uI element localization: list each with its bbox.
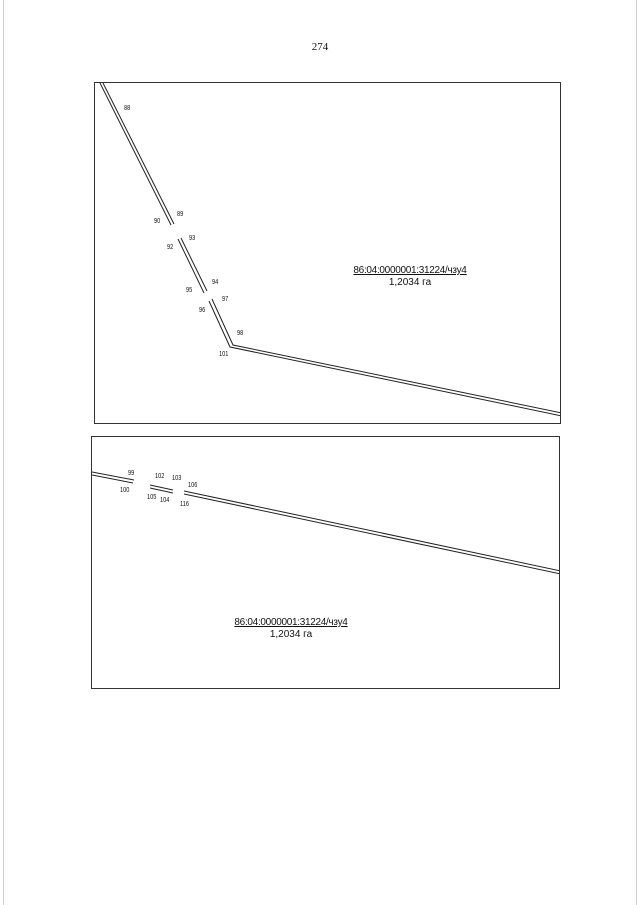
point-label: 88 [124, 105, 131, 112]
point-label: 102 [155, 473, 165, 480]
page-edge-right [636, 0, 637, 905]
map-frame-top [94, 82, 561, 424]
point-label: 101 [219, 351, 229, 358]
parcel-area: 1,2034 га [269, 629, 313, 640]
point-label: 105 [147, 494, 157, 501]
boundary-segment [100, 83, 171, 225]
boundary-segment [209, 301, 561, 416]
parcel-cadastral-number: 86:04:0000001:31224/чзу4 [234, 617, 348, 628]
point-label: 89 [177, 211, 184, 218]
page-edge-left [3, 0, 4, 905]
boundary-segment [184, 494, 560, 574]
point-label: 99 [128, 470, 135, 477]
point-label: 104 [160, 497, 170, 504]
point-label: 94 [212, 279, 219, 286]
point-label: 95 [186, 287, 193, 294]
boundary-segment [184, 491, 560, 571]
point-label: 106 [188, 482, 198, 489]
point-label: 116 [180, 501, 189, 508]
page-number: 274 [311, 41, 329, 53]
point-label: 103 [172, 475, 182, 482]
point-label: 98 [237, 330, 244, 337]
map-frame-bottom [91, 436, 560, 689]
parcel-area: 1,2034 га [388, 277, 432, 288]
point-label: 100 [120, 487, 130, 494]
point-label: 97 [222, 296, 229, 303]
parcel-cadastral-number: 86:04:0000001:31224/чзу4 [353, 265, 467, 276]
point-label: 92 [167, 244, 174, 251]
point-label: 90 [154, 218, 161, 225]
boundary-segment [181, 238, 207, 291]
point-label: 93 [189, 235, 196, 242]
boundary-segment [103, 83, 174, 224]
parcel-label-top [345, 265, 475, 289]
point-label: 96 [199, 307, 206, 314]
boundary-lines-top [95, 83, 561, 424]
parcel-label-bottom [226, 617, 356, 641]
boundary-segment [178, 239, 204, 293]
boundary-segment [212, 299, 561, 413]
